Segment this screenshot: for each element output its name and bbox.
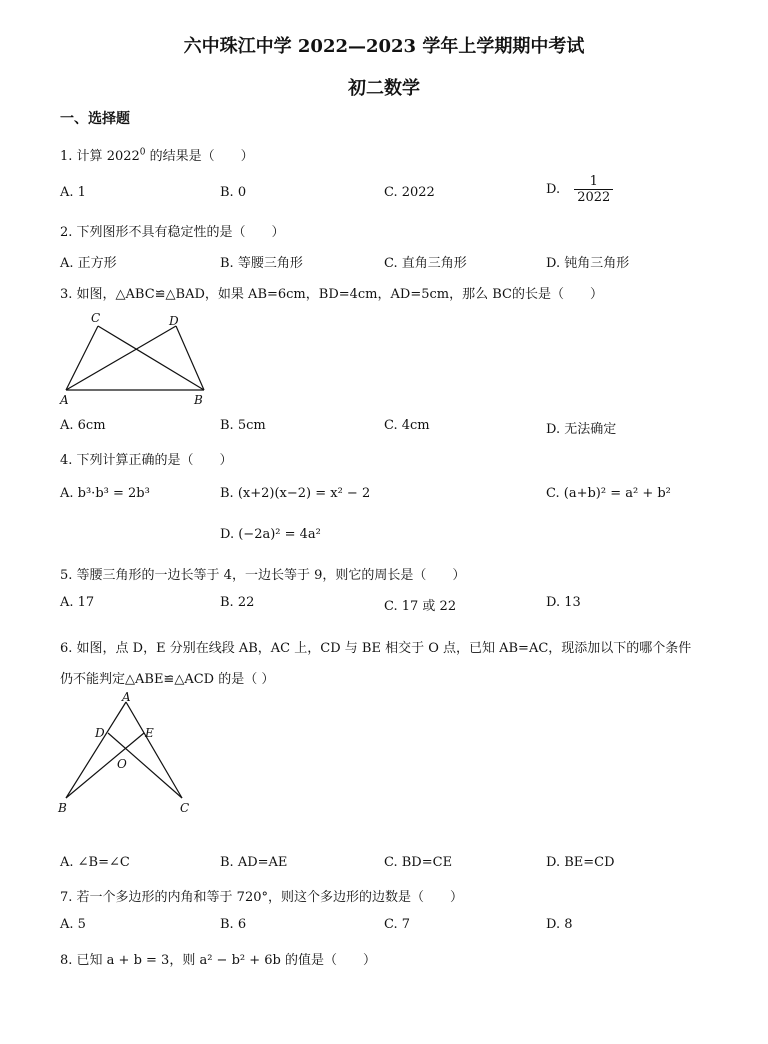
segment-cb (98, 326, 204, 390)
q1-option-c: C. 2022 (384, 185, 435, 200)
question-5: 5. 等腰三角形的一边长等于 4，一边长等于 9，则它的周长是（ ） (60, 568, 466, 583)
question-4: 4. 下列计算正确的是（ ） (60, 453, 233, 468)
q1-option-d-label: D. (546, 182, 561, 197)
label-a: A (60, 393, 69, 407)
fraction-numerator: 1 (574, 174, 613, 190)
q1-option-a: A. 1 (60, 185, 86, 200)
question-1-base: 2022 (106, 149, 140, 164)
label-c: C (91, 311, 101, 325)
question-3: 3. 如图，△ABC≌△BAD，如果 AB=6cm，BD=4cm，AD=5cm，那么 BC的长是（ ） (60, 287, 603, 302)
q4-option-a: A. b³·b³ = 2b³ (60, 486, 150, 501)
q1-option-d (546, 174, 613, 205)
segment-be (66, 733, 144, 798)
q1-option-b: B. 0 (220, 185, 247, 200)
q2-option-a: A. 正方形 (60, 256, 117, 271)
label-c: C (180, 801, 190, 815)
q2-option-d: D. 钝角三角形 (546, 256, 630, 271)
label-a: A (122, 690, 131, 704)
question-2: 2. 下列图形不具有稳定性的是（ ） (60, 225, 285, 240)
q5-option-a: A. 17 (60, 595, 95, 610)
q6-option-b: B. AD=AE (220, 855, 288, 870)
q3-option-d: D. 无法确定 (546, 422, 617, 437)
q6-option-a: A. ∠B=∠C (60, 855, 130, 870)
label-d: D (95, 726, 105, 740)
q6-figure (52, 690, 202, 820)
label-b: B (58, 801, 67, 815)
question-1 (60, 145, 254, 164)
q6-option-c: C. BD=CE (384, 855, 453, 870)
fraction-denominator: 2022 (577, 190, 611, 205)
question-8: 8. 已知 a + b = 3，则 a² − b² + 6b 的值是（ ） (60, 953, 376, 968)
segment-ac (126, 702, 182, 798)
q5-option-d: D. 13 (546, 595, 581, 610)
q3-option-c: C. 4cm (384, 418, 430, 433)
question-1-prefix: 1. 计算 (60, 149, 103, 164)
q4-option-c: C. (a+b)² = a² + b² (546, 486, 671, 501)
q7-option-b: B. 6 (220, 917, 247, 932)
q4-option-b: B. (x+2)(x−2) = x² − 2 (220, 486, 371, 501)
q2-option-c: C. 直角三角形 (384, 256, 467, 271)
question-1-exponent: 0 (139, 147, 146, 158)
q4-option-d: D. (−2a)² = 4a² (220, 527, 321, 542)
q1-option-d-fraction (574, 174, 613, 205)
section-heading: 一、选择题 (60, 111, 130, 127)
q5-option-b: B. 22 (220, 595, 255, 610)
q3-option-a: A. 6cm (60, 418, 106, 433)
q3-figure (56, 308, 216, 408)
label-d: D (169, 314, 179, 328)
label-e: E (145, 726, 154, 740)
question-7: 7. 若一个多边形的内角和等于 720°，则这个多边形的边数是（ ） (60, 890, 463, 905)
label-b: B (194, 393, 203, 407)
label-o: O (117, 757, 127, 771)
question-6-line-1: 6. 如图，点 D，E 分别在线段 AB，AC 上，CD 与 BE 相交于 O 点，已知 AB=AC，现添加以下的哪个条件 (60, 641, 692, 656)
q6-option-d: D. BE=CD (546, 855, 615, 870)
q7-option-a: A. 5 (60, 917, 86, 932)
question-6-line-2: 仍不能判定△ABE≌△ACD 的是（ ） (60, 672, 275, 687)
q7-option-c: C. 7 (384, 917, 411, 932)
exam-subtitle: 初二数学 (348, 78, 420, 99)
q5-option-c: C. 17 或 22 (384, 599, 457, 614)
segment-ab (66, 702, 126, 798)
question-1-expression (107, 149, 146, 164)
exam-title: 六中珠江中学 2022—2023 学年上学期期中考试 (183, 36, 585, 57)
segment-db (176, 326, 204, 390)
q3-option-b: B. 5cm (220, 418, 266, 433)
question-1-suffix: 的结果是（ ） (149, 149, 254, 164)
q2-option-b: B. 等腰三角形 (220, 256, 303, 271)
q7-option-d: D. 8 (546, 917, 573, 932)
